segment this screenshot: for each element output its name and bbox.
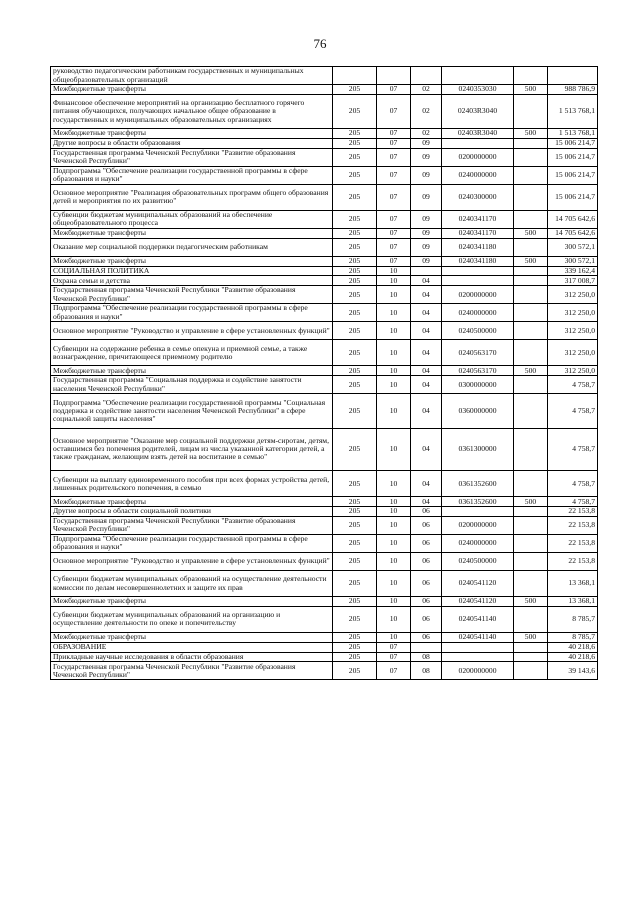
cell-section-code: 10 — [377, 534, 411, 552]
cell-admin-code: 205 — [333, 210, 377, 228]
table-row — [51, 428, 598, 471]
cell-name: руководство педагогическим работникам государственных и муниципальных общеобразовательных организаций — [51, 67, 333, 85]
budget-table — [50, 66, 598, 680]
cell-target-article — [442, 276, 514, 286]
cell-amount: 312 250,0 — [548, 304, 598, 322]
cell-admin-code: 205 — [333, 376, 377, 394]
cell-name: Государственная программа Чеченской Республики "Развитие образования Чеченской Республики" — [51, 148, 333, 166]
table-row — [51, 516, 598, 534]
table-row — [51, 322, 598, 340]
table-row — [51, 228, 598, 238]
cell-name: Финансовое обеспечение мероприятий на организацию бесплатного горячего питания обучающихся, получающих начальное общее образование в государственных и муниципальных образовательных организациях — [51, 94, 333, 128]
cell-subsection-code: 06 — [411, 570, 442, 596]
cell-target-article: 0360000000 — [442, 394, 514, 428]
cell-admin-code: 205 — [333, 507, 377, 517]
cell-target-article: 0200000000 — [442, 286, 514, 304]
cell-name: Другие вопросы в области социальной политики — [51, 507, 333, 517]
table-row — [51, 210, 598, 228]
cell-name: Другие вопросы в области образования — [51, 138, 333, 148]
cell-section-code: 10 — [377, 497, 411, 507]
cell-name: Межбюджетные трансферты — [51, 129, 333, 139]
cell-admin-code — [333, 67, 377, 85]
cell-amount: 988 786,9 — [548, 85, 598, 95]
table-row — [51, 652, 598, 662]
cell-name: Субвенции на выплату единовременного пособия при всех формах устройства детей, лишенных родительского попечения, в семью — [51, 471, 333, 497]
cell-subsection-code: 04 — [411, 471, 442, 497]
cell-expense-type: 500 — [514, 85, 548, 95]
cell-amount: 1 513 768,1 — [548, 129, 598, 139]
cell-section-code: 10 — [377, 471, 411, 497]
cell-subsection-code: 06 — [411, 507, 442, 517]
table-row — [51, 534, 598, 552]
cell-target-article: 0240341170 — [442, 210, 514, 228]
table-row — [51, 266, 598, 276]
cell-admin-code: 205 — [333, 256, 377, 266]
cell-amount: 13 368,1 — [548, 570, 598, 596]
cell-amount: 22 153,8 — [548, 552, 598, 570]
cell-amount: 4 758,7 — [548, 497, 598, 507]
cell-expense-type — [514, 394, 548, 428]
cell-section-code: 10 — [377, 322, 411, 340]
cell-admin-code: 205 — [333, 304, 377, 322]
cell-expense-type — [514, 606, 548, 632]
table-row — [51, 94, 598, 128]
cell-subsection-code: 09 — [411, 238, 442, 256]
cell-admin-code: 205 — [333, 138, 377, 148]
cell-amount: 312 250,0 — [548, 340, 598, 366]
cell-name: Государственная программа Чеченской Республики "Развитие образования Чеченской Республики" — [51, 286, 333, 304]
cell-amount: 8 785,7 — [548, 606, 598, 632]
table-row — [51, 138, 598, 148]
cell-subsection-code: 04 — [411, 304, 442, 322]
cell-admin-code: 205 — [333, 340, 377, 366]
cell-expense-type: 500 — [514, 228, 548, 238]
cell-admin-code: 205 — [333, 552, 377, 570]
cell-target-article: 0240000000 — [442, 304, 514, 322]
table-row — [51, 366, 598, 376]
cell-admin-code: 205 — [333, 228, 377, 238]
cell-target-article — [442, 266, 514, 276]
cell-amount: 8 785,7 — [548, 633, 598, 643]
cell-admin-code: 205 — [333, 606, 377, 632]
cell-section-code: 10 — [377, 570, 411, 596]
table-row — [51, 633, 598, 643]
cell-subsection-code: 06 — [411, 606, 442, 632]
cell-subsection-code: 06 — [411, 552, 442, 570]
cell-target-article: 0361352600 — [442, 497, 514, 507]
cell-section-code: 07 — [377, 652, 411, 662]
cell-section-code: 10 — [377, 597, 411, 607]
cell-admin-code: 205 — [333, 662, 377, 680]
cell-name: Прикладные научные исследования в области образования — [51, 652, 333, 662]
cell-admin-code: 205 — [333, 597, 377, 607]
cell-amount: 15 006 214,7 — [548, 184, 598, 210]
table-row — [51, 238, 598, 256]
cell-name: Основное мероприятие "Оказание мер социальной поддержки детям-сиротам, детям, оставшимся без попечения родителей, лицам из числа указанной категории детей, а также гражданам, желающим взять детей на воспитание в семью" — [51, 428, 333, 471]
cell-subsection-code: 04 — [411, 340, 442, 366]
cell-expense-type — [514, 276, 548, 286]
cell-subsection-code: 08 — [411, 652, 442, 662]
cell-target-article: 0240541140 — [442, 633, 514, 643]
cell-amount: 312 250,0 — [548, 366, 598, 376]
cell-target-article: 0240000000 — [442, 534, 514, 552]
cell-admin-code: 205 — [333, 570, 377, 596]
cell-expense-type: 500 — [514, 129, 548, 139]
table-row — [51, 606, 598, 632]
cell-subsection-code: 02 — [411, 94, 442, 128]
cell-amount: 40 218,6 — [548, 642, 598, 652]
cell-expense-type — [514, 148, 548, 166]
table-row — [51, 276, 598, 286]
cell-amount: 39 143,6 — [548, 662, 598, 680]
cell-subsection-code: 02 — [411, 85, 442, 95]
cell-expense-type — [514, 184, 548, 210]
cell-amount: 15 006 214,7 — [548, 148, 598, 166]
cell-subsection-code: 08 — [411, 662, 442, 680]
cell-target-article: 0200000000 — [442, 148, 514, 166]
cell-expense-type — [514, 138, 548, 148]
cell-admin-code: 205 — [333, 129, 377, 139]
cell-subsection-code: 09 — [411, 210, 442, 228]
table-row — [51, 286, 598, 304]
cell-section-code: 07 — [377, 238, 411, 256]
table-row — [51, 304, 598, 322]
cell-amount: 4 758,7 — [548, 471, 598, 497]
cell-amount: 13 368,1 — [548, 597, 598, 607]
cell-admin-code: 205 — [333, 497, 377, 507]
cell-target-article: 0240500000 — [442, 552, 514, 570]
cell-subsection-code: 04 — [411, 428, 442, 471]
cell-admin-code: 205 — [333, 148, 377, 166]
cell-subsection-code: 04 — [411, 376, 442, 394]
cell-name: Межбюджетные трансферты — [51, 597, 333, 607]
cell-target-article: 0240341180 — [442, 256, 514, 266]
cell-expense-type — [514, 570, 548, 596]
cell-amount: 4 758,7 — [548, 376, 598, 394]
cell-expense-type — [514, 94, 548, 128]
cell-amount: 14 705 642,6 — [548, 228, 598, 238]
cell-admin-code: 205 — [333, 85, 377, 95]
cell-expense-type — [514, 67, 548, 85]
cell-section-code: 07 — [377, 210, 411, 228]
cell-target-article: 0240541120 — [442, 597, 514, 607]
cell-expense-type — [514, 428, 548, 471]
cell-section-code: 10 — [377, 266, 411, 276]
cell-expense-type — [514, 376, 548, 394]
table-row — [51, 340, 598, 366]
cell-amount: 300 572,1 — [548, 256, 598, 266]
cell-admin-code: 205 — [333, 184, 377, 210]
cell-subsection-code: 04 — [411, 497, 442, 507]
cell-subsection-code: 09 — [411, 166, 442, 184]
cell-name: Субвенции бюджетам муниципальных образований на осуществление деятельности комиссии по делам несовершеннолетних и защите их прав — [51, 570, 333, 596]
cell-name: Межбюджетные трансферты — [51, 228, 333, 238]
cell-expense-type — [514, 662, 548, 680]
cell-subsection-code: 04 — [411, 322, 442, 340]
table-row — [51, 256, 598, 266]
cell-name: Субвенции на содержание ребенка в семье опекуна и приемной семье, а также вознаграждение, причитающееся приемному родителю — [51, 340, 333, 366]
cell-subsection-code: 09 — [411, 138, 442, 148]
cell-amount: 339 162,4 — [548, 266, 598, 276]
cell-expense-type — [514, 340, 548, 366]
cell-name: Государственная программа Чеченской Республики "Развитие образования Чеченской Республики" — [51, 516, 333, 534]
cell-section-code: 10 — [377, 428, 411, 471]
cell-amount: 4 758,7 — [548, 394, 598, 428]
cell-name: СОЦИАЛЬНАЯ ПОЛИТИКА — [51, 266, 333, 276]
cell-expense-type: 500 — [514, 256, 548, 266]
cell-admin-code: 205 — [333, 238, 377, 256]
cell-expense-type — [514, 652, 548, 662]
cell-admin-code: 205 — [333, 94, 377, 128]
cell-admin-code: 205 — [333, 286, 377, 304]
cell-subsection-code: 06 — [411, 534, 442, 552]
cell-section-code: 10 — [377, 516, 411, 534]
cell-section-code: 07 — [377, 148, 411, 166]
cell-target-article: 0240341180 — [442, 238, 514, 256]
cell-expense-type — [514, 210, 548, 228]
cell-amount: 40 218,6 — [548, 652, 598, 662]
cell-name: Межбюджетные трансферты — [51, 633, 333, 643]
cell-section-code: 10 — [377, 633, 411, 643]
table-row — [51, 148, 598, 166]
page-number: 76 — [313, 36, 327, 51]
cell-expense-type: 500 — [514, 597, 548, 607]
cell-target-article: 0240541120 — [442, 570, 514, 596]
cell-name: Основное мероприятие "Руководство и управление в сфере установленных функций" — [51, 322, 333, 340]
cell-admin-code: 205 — [333, 276, 377, 286]
cell-target-article — [442, 507, 514, 517]
cell-name: Охрана семьи и детства — [51, 276, 333, 286]
cell-name: Государственная программа Чеченской Республики "Развитие образования Чеченской Республики" — [51, 662, 333, 680]
cell-subsection-code: 09 — [411, 148, 442, 166]
cell-name: Субвенции бюджетам муниципальных образований на обеспечение общеобразовательного процесса — [51, 210, 333, 228]
cell-target-article: 0240341170 — [442, 228, 514, 238]
cell-target-article: 0361352600 — [442, 471, 514, 497]
cell-amount: 14 705 642,6 — [548, 210, 598, 228]
cell-amount: 4 758,7 — [548, 428, 598, 471]
cell-expense-type: 500 — [514, 497, 548, 507]
cell-name: Межбюджетные трансферты — [51, 256, 333, 266]
cell-section-code: 07 — [377, 228, 411, 238]
cell-expense-type — [514, 304, 548, 322]
cell-section-code: 07 — [377, 129, 411, 139]
cell-name: Основное мероприятие "Реализация образовательных программ общего образования детей и мероприятия по их развитию" — [51, 184, 333, 210]
cell-subsection-code: 04 — [411, 286, 442, 304]
cell-admin-code: 205 — [333, 266, 377, 276]
cell-subsection-code: 06 — [411, 633, 442, 643]
cell-section-code: 07 — [377, 166, 411, 184]
cell-amount: 22 153,8 — [548, 516, 598, 534]
cell-expense-type: 500 — [514, 633, 548, 643]
cell-subsection-code: 04 — [411, 366, 442, 376]
cell-section-code — [377, 67, 411, 85]
cell-expense-type — [514, 507, 548, 517]
table-row — [51, 497, 598, 507]
cell-section-code: 10 — [377, 376, 411, 394]
cell-name: Межбюджетные трансферты — [51, 85, 333, 95]
cell-name: Подпрограмма "Обеспечение реализации государственной программы в сфере образования и науки" — [51, 166, 333, 184]
cell-amount: 312 250,0 — [548, 286, 598, 304]
cell-expense-type — [514, 238, 548, 256]
cell-target-article: 0200000000 — [442, 662, 514, 680]
cell-subsection-code: 06 — [411, 516, 442, 534]
cell-amount — [548, 67, 598, 85]
cell-amount: 312 250,0 — [548, 322, 598, 340]
cell-amount: 317 008,7 — [548, 276, 598, 286]
cell-amount: 1 513 768,1 — [548, 94, 598, 128]
cell-admin-code: 205 — [333, 471, 377, 497]
table-row — [51, 662, 598, 680]
cell-name: Основное мероприятие "Руководство и управление в сфере установленных функций" — [51, 552, 333, 570]
cell-subsection-code — [411, 266, 442, 276]
cell-amount: 15 006 214,7 — [548, 138, 598, 148]
cell-admin-code: 205 — [333, 652, 377, 662]
cell-target-article: 0300000000 — [442, 376, 514, 394]
cell-target-article: 0240353030 — [442, 85, 514, 95]
cell-admin-code: 205 — [333, 642, 377, 652]
cell-expense-type — [514, 642, 548, 652]
cell-admin-code: 205 — [333, 394, 377, 428]
cell-subsection-code: 09 — [411, 228, 442, 238]
cell-section-code: 10 — [377, 304, 411, 322]
cell-name: Подпрограмма "Обеспечение реализации государственной программы "Социальная поддержка и содействие занятости населения Чеченской Республики" в сфере социальной защиты населения" — [51, 394, 333, 428]
table-row — [51, 642, 598, 652]
cell-name: Субвенции бюджетам муниципальных образований на организацию и осуществление деятельности по опеке и попечительству — [51, 606, 333, 632]
cell-name: Подпрограмма "Обеспечение реализации государственной программы в сфере образования и науки" — [51, 534, 333, 552]
cell-target-article — [442, 138, 514, 148]
cell-subsection-code: 02 — [411, 129, 442, 139]
cell-section-code: 07 — [377, 662, 411, 680]
cell-subsection-code: 09 — [411, 184, 442, 210]
cell-admin-code: 205 — [333, 633, 377, 643]
cell-admin-code: 205 — [333, 366, 377, 376]
cell-name: Подпрограмма "Обеспечение реализации государственной программы в сфере образования и науки" — [51, 304, 333, 322]
cell-expense-type — [514, 166, 548, 184]
table-row — [51, 507, 598, 517]
cell-target-article: 0240300000 — [442, 184, 514, 210]
cell-name: Межбюджетные трансферты — [51, 366, 333, 376]
cell-section-code: 07 — [377, 94, 411, 128]
cell-expense-type — [514, 286, 548, 304]
cell-section-code: 10 — [377, 394, 411, 428]
table-row — [51, 376, 598, 394]
cell-section-code: 10 — [377, 286, 411, 304]
cell-expense-type — [514, 534, 548, 552]
cell-subsection-code: 09 — [411, 256, 442, 266]
cell-section-code: 10 — [377, 366, 411, 376]
cell-admin-code: 205 — [333, 322, 377, 340]
cell-section-code: 07 — [377, 138, 411, 148]
cell-name: ОБРАЗОВАНИЕ — [51, 642, 333, 652]
cell-expense-type — [514, 552, 548, 570]
cell-subsection-code: 04 — [411, 394, 442, 428]
cell-expense-type — [514, 516, 548, 534]
cell-target-article: 0240563170 — [442, 340, 514, 366]
cell-subsection-code: 04 — [411, 276, 442, 286]
cell-subsection-code: 06 — [411, 597, 442, 607]
cell-section-code: 10 — [377, 552, 411, 570]
table-row — [51, 184, 598, 210]
cell-section-code: 10 — [377, 340, 411, 366]
cell-amount: 15 006 214,7 — [548, 166, 598, 184]
cell-section-code: 10 — [377, 276, 411, 286]
cell-expense-type — [514, 322, 548, 340]
table-row — [51, 570, 598, 596]
cell-expense-type: 500 — [514, 366, 548, 376]
cell-admin-code: 205 — [333, 534, 377, 552]
cell-amount: 22 153,8 — [548, 534, 598, 552]
table-row — [51, 597, 598, 607]
cell-target-article — [442, 67, 514, 85]
budget-table-body — [51, 67, 598, 680]
cell-subsection-code — [411, 67, 442, 85]
table-row — [51, 129, 598, 139]
cell-section-code: 10 — [377, 507, 411, 517]
cell-name: Государственная программа "Социальная поддержка и содействие занятости населения Чеченской Республики" — [51, 376, 333, 394]
cell-name: Межбюджетные трансферты — [51, 497, 333, 507]
table-row — [51, 166, 598, 184]
cell-section-code: 07 — [377, 184, 411, 210]
cell-name: Оказание мер социальной поддержки педагогическим работникам — [51, 238, 333, 256]
cell-subsection-code — [411, 642, 442, 652]
cell-section-code: 07 — [377, 256, 411, 266]
table-row — [51, 471, 598, 497]
cell-section-code: 07 — [377, 85, 411, 95]
cell-target-article: 0200000000 — [442, 516, 514, 534]
cell-target-article: 0240541140 — [442, 606, 514, 632]
cell-target-article: 0240500000 — [442, 322, 514, 340]
cell-admin-code: 205 — [333, 516, 377, 534]
cell-target-article: 02403R3040 — [442, 129, 514, 139]
cell-target-article: 02403R3040 — [442, 94, 514, 128]
table-row — [51, 552, 598, 570]
table-row — [51, 85, 598, 95]
table-row — [51, 394, 598, 428]
table-row — [51, 67, 598, 85]
cell-target-article: 0361300000 — [442, 428, 514, 471]
cell-target-article: 0240563170 — [442, 366, 514, 376]
cell-amount: 22 153,8 — [548, 507, 598, 517]
cell-admin-code: 205 — [333, 428, 377, 471]
cell-expense-type — [514, 266, 548, 276]
cell-expense-type — [514, 471, 548, 497]
cell-amount: 300 572,1 — [548, 238, 598, 256]
cell-admin-code: 205 — [333, 166, 377, 184]
cell-target-article — [442, 642, 514, 652]
cell-section-code: 07 — [377, 642, 411, 652]
cell-target-article: 0240000000 — [442, 166, 514, 184]
cell-target-article — [442, 652, 514, 662]
cell-section-code: 10 — [377, 606, 411, 632]
